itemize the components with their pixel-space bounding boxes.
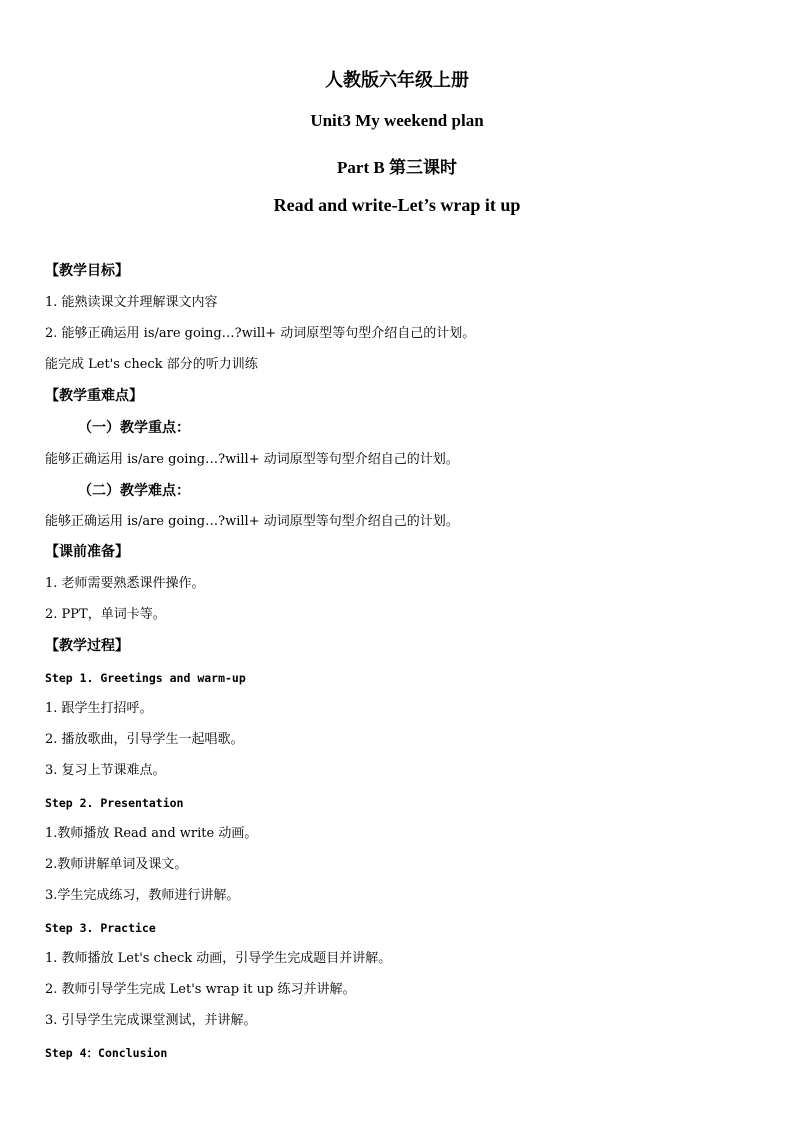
document-title-unit: Unit3 My weekend plan: [310, 111, 484, 130]
step1-item: 3. 复习上节课难点。: [45, 763, 166, 778]
document-title-part: Part B 第三课时: [337, 158, 457, 177]
step2-item: 3.学生完成练习，教师进行讲解。: [45, 888, 240, 903]
document-title-grade: 人教版六年级上册: [325, 70, 469, 90]
preparation-item: 2. PPT，单词卡等。: [45, 607, 166, 622]
step3-item: 3. 引导学生完成课堂测试，并讲解。: [45, 1013, 257, 1028]
difficulty-text: 能够正确运用 is/are going…?will+ 动词原型等句型介绍自己的计划。: [45, 514, 459, 529]
keypoints-heading: 【教学重难点】: [45, 388, 143, 404]
objective-item: 能完成 Let's check 部分的听力训练: [45, 357, 258, 372]
preparation-heading: 【课前准备】: [45, 544, 129, 560]
step2-item: 1.教师播放 Read and write 动画。: [45, 826, 258, 841]
step1-item: 2. 播放歌曲，引导学生一起唱歌。: [45, 732, 244, 747]
step1-heading: Step 1. Greetings and warm-up: [45, 671, 246, 685]
step4-heading: Step 4：Conclusion: [45, 1046, 168, 1060]
step2-item: 2.教师讲解单词及课文。: [45, 857, 188, 872]
step3-heading: Step 3. Practice: [45, 921, 156, 935]
step1-item: 1. 跟学生打招呼。: [45, 701, 153, 716]
key-subheading: （一）教学重点：: [78, 420, 190, 436]
process-heading: 【教学过程】: [45, 638, 129, 654]
preparation-item: 1. 老师需要熟悉课件操作。: [45, 576, 205, 591]
step2-heading: Step 2. Presentation: [45, 796, 184, 810]
difficulty-subheading: （二）教学难点：: [78, 483, 190, 499]
step3-item: 1. 教师播放 Let's check 动画，引导学生完成题目并讲解。: [45, 951, 392, 966]
objective-item: 1. 能熟读课文并理解课文内容: [45, 295, 218, 310]
document-title-lesson: Read and write-Let’s wrap it up: [273, 195, 521, 215]
objective-item: 2. 能够正确运用 is/are going…?will+ 动词原型等句型介绍自己的计划。: [45, 326, 476, 341]
key-text: 能够正确运用 is/are going…?will+ 动词原型等句型介绍自己的计划。: [45, 452, 459, 467]
objectives-heading: 【教学目标】: [45, 263, 129, 279]
step3-item: 2. 教师引导学生完成 Let's wrap it up 练习并讲解。: [45, 982, 356, 997]
